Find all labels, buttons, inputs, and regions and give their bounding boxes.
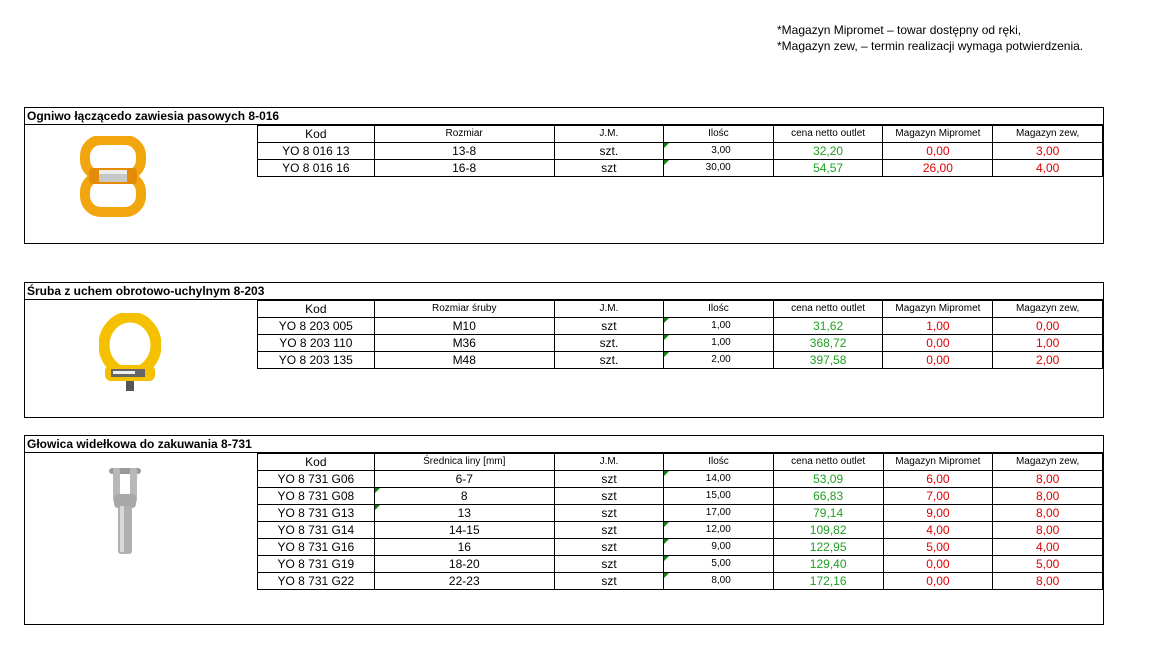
cell-price: 54,57: [773, 160, 883, 177]
cell-unit: szt: [554, 573, 663, 590]
cell-code: YO 8 203 005: [258, 318, 375, 335]
cell-stock-mipromet: 0,00: [883, 573, 993, 590]
cell-stock-external: 1,00: [993, 335, 1103, 352]
header-kod: Kod: [258, 454, 375, 471]
cell-stock-mipromet: 5,00: [883, 539, 993, 556]
header-price: cena netto outlet: [773, 454, 883, 471]
comment-marker-icon: [664, 335, 669, 340]
product-table: [257, 300, 1103, 369]
cell-stock-mipromet: 1,00: [883, 318, 993, 335]
cell-stock-mipromet: 0,00: [883, 352, 993, 369]
table-row: [258, 556, 1103, 573]
table-row: [258, 352, 1103, 369]
note-mipromet: *Magazyn Mipromet – towar dostępny od ręki,: [777, 23, 1022, 37]
cell-code: YO 8 203 110: [258, 335, 375, 352]
cell-size: 13: [374, 505, 554, 522]
cell-price: 122,95: [773, 539, 883, 556]
cell-price: 32,20: [773, 143, 883, 160]
table-row: [258, 318, 1103, 335]
table-row: [258, 488, 1103, 505]
cell-size: 13-8: [374, 143, 554, 160]
header-price: cena netto outlet: [773, 301, 883, 318]
cell-code: YO 8 731 G22: [258, 573, 375, 590]
cell-unit: szt.: [554, 352, 663, 369]
header-unit: J.M.: [554, 126, 663, 143]
section-title: Głowica widełkowa do zakuwania 8-731: [25, 436, 1103, 453]
cell-size: M36: [374, 335, 554, 352]
cell-code: YO 8 731 G19: [258, 556, 375, 573]
cell-size: 16-8: [374, 160, 554, 177]
swivel-eye-bolt-image: [99, 313, 161, 395]
cell-qty: 14,00: [664, 471, 774, 488]
header-stock-mipromet: Magazyn Mipromet: [883, 126, 993, 143]
cell-code: YO 8 731 G16: [258, 539, 375, 556]
section-title: Ogniwo łączącedo zawiesia pasowych 8-016: [25, 108, 1103, 125]
cell-qty: 3,00: [664, 143, 774, 160]
cell-price: 66,83: [773, 488, 883, 505]
header-size: Średnica liny [mm]: [374, 454, 554, 471]
table-header-row: [258, 126, 1103, 143]
cell-unit: szt.: [554, 335, 663, 352]
cell-price: 172,16: [773, 573, 883, 590]
cell-code: YO 8 731 G06: [258, 471, 375, 488]
comment-marker-icon: [375, 488, 380, 493]
cell-stock-mipromet: 26,00: [883, 160, 993, 177]
note-external: *Magazyn zew, – termin realizacji wymaga potwierdzenia.: [777, 39, 1084, 53]
coupling-link-image: [77, 136, 149, 218]
cell-stock-mipromet: 0,00: [883, 143, 993, 160]
header-stock-mipromet: Magazyn Mipromet: [883, 301, 993, 318]
cell-unit: szt: [554, 160, 663, 177]
comment-marker-icon: [664, 522, 669, 527]
cell-stock-external: 5,00: [993, 556, 1103, 573]
cell-price: 368,72: [773, 335, 883, 352]
cell-code: YO 8 731 G14: [258, 522, 375, 539]
cell-stock-external: 8,00: [993, 573, 1103, 590]
table-row: [258, 143, 1103, 160]
header-size: Rozmiar: [374, 126, 554, 143]
comment-marker-icon: [664, 318, 669, 323]
header-stock-mipromet: Magazyn Mipromet: [883, 454, 993, 471]
header-stock-external: Magazyn zew,: [993, 301, 1103, 318]
cell-price: 397,58: [773, 352, 883, 369]
table-row: [258, 471, 1103, 488]
cell-unit: szt: [554, 539, 663, 556]
cell-size: 14-15: [374, 522, 554, 539]
product-section-8-203: [24, 282, 1104, 418]
cell-stock-mipromet: 9,00: [883, 505, 993, 522]
header-qty: Ilośc: [664, 126, 774, 143]
header-kod: Kod: [258, 301, 375, 318]
cell-qty: 30,00: [664, 160, 774, 177]
cell-size: M10: [374, 318, 554, 335]
header-qty: Ilośc: [664, 454, 774, 471]
cell-size: M48: [374, 352, 554, 369]
product-table: [257, 453, 1103, 590]
cell-qty: 15,00: [664, 488, 774, 505]
fork-terminal-image: [105, 462, 145, 558]
comment-marker-icon: [375, 505, 380, 510]
cell-price: 129,40: [773, 556, 883, 573]
header-price: cena netto outlet: [773, 126, 883, 143]
cell-code: YO 8 731 G08: [258, 488, 375, 505]
product-section-8-731: [24, 435, 1104, 625]
product-table: [257, 125, 1103, 177]
cell-size: 22-23: [374, 573, 554, 590]
cell-stock-external: 8,00: [993, 505, 1103, 522]
cell-unit: szt: [554, 556, 663, 573]
header-stock-external: Magazyn zew,: [993, 454, 1103, 471]
cell-size: 18-20: [374, 556, 554, 573]
table-row: [258, 335, 1103, 352]
cell-stock-mipromet: 7,00: [883, 488, 993, 505]
cell-unit: szt: [554, 522, 663, 539]
table-row: [258, 160, 1103, 177]
header-unit: J.M.: [554, 454, 663, 471]
cell-price: 79,14: [773, 505, 883, 522]
cell-stock-external: 8,00: [993, 522, 1103, 539]
cell-qty: 8,00: [664, 573, 774, 590]
comment-marker-icon: [664, 539, 669, 544]
cell-qty: 1,00: [664, 318, 774, 335]
section-title: Śruba z uchem obrotowo-uchylnym 8-203: [25, 283, 1103, 300]
comment-marker-icon: [664, 471, 669, 476]
cell-code: YO 8 016 13: [258, 143, 375, 160]
cell-qty: 12,00: [664, 522, 774, 539]
product-section-8-016: [24, 107, 1104, 244]
header-unit: J.M.: [554, 301, 663, 318]
cell-stock-mipromet: 0,00: [883, 335, 993, 352]
cell-size: 8: [374, 488, 554, 505]
table-row: [258, 539, 1103, 556]
comment-marker-icon: [664, 160, 669, 165]
table-header-row: [258, 454, 1103, 471]
cell-price: 53,09: [773, 471, 883, 488]
cell-qty: 17,00: [664, 505, 774, 522]
comment-marker-icon: [664, 143, 669, 148]
cell-stock-mipromet: 6,00: [883, 471, 993, 488]
table-row: [258, 505, 1103, 522]
cell-size: 6-7: [374, 471, 554, 488]
cell-size: 16: [374, 539, 554, 556]
header-stock-external: Magazyn zew,: [993, 126, 1103, 143]
cell-stock-external: 2,00: [993, 352, 1103, 369]
cell-qty: 5,00: [664, 556, 774, 573]
header-qty: Ilośc: [664, 301, 774, 318]
header-size: Rozmiar śruby: [374, 301, 554, 318]
cell-qty: 1,00: [664, 335, 774, 352]
cell-price: 31,62: [773, 318, 883, 335]
cell-stock-external: 8,00: [993, 488, 1103, 505]
cell-unit: szt: [554, 318, 663, 335]
cell-unit: szt.: [554, 143, 663, 160]
cell-price: 109,82: [773, 522, 883, 539]
comment-marker-icon: [664, 556, 669, 561]
cell-stock-external: 0,00: [993, 318, 1103, 335]
comment-marker-icon: [664, 573, 669, 578]
cell-unit: szt: [554, 471, 663, 488]
cell-code: YO 8 203 135: [258, 352, 375, 369]
comment-marker-icon: [664, 352, 669, 357]
cell-stock-mipromet: 4,00: [883, 522, 993, 539]
table-row: [258, 573, 1103, 590]
header-kod: Kod: [258, 126, 375, 143]
cell-stock-mipromet: 0,00: [883, 556, 993, 573]
cell-stock-external: 8,00: [993, 471, 1103, 488]
cell-code: YO 8 731 G13: [258, 505, 375, 522]
table-row: [258, 522, 1103, 539]
cell-stock-external: 4,00: [993, 160, 1103, 177]
cell-qty: 9,00: [664, 539, 774, 556]
cell-unit: szt: [554, 488, 663, 505]
cell-stock-external: 4,00: [993, 539, 1103, 556]
cell-stock-external: 3,00: [993, 143, 1103, 160]
stock-notes: [777, 22, 1083, 54]
cell-code: YO 8 016 16: [258, 160, 375, 177]
table-header-row: [258, 301, 1103, 318]
cell-qty: 2,00: [664, 352, 774, 369]
cell-unit: szt: [554, 505, 663, 522]
